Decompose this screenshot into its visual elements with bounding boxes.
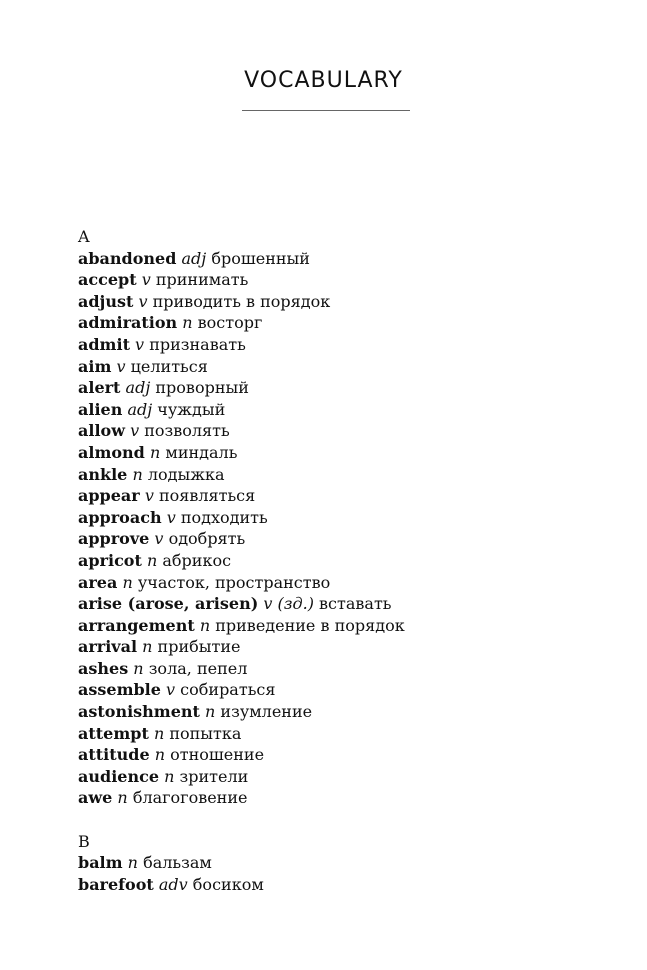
- entry-translation: зола, пепел: [148, 658, 248, 678]
- entry-part-of-speech: n: [122, 572, 133, 592]
- entry-translation: миндаль: [165, 442, 238, 462]
- entry-part-of-speech: n: [132, 464, 143, 484]
- vocab-entry: [78, 312, 618, 334]
- entry-headword: assemble: [78, 680, 161, 700]
- entry-headword: aim: [78, 356, 112, 376]
- vocab-entry: [78, 723, 618, 745]
- vocab-entry: [78, 636, 618, 658]
- entry-part-of-speech: n: [164, 766, 175, 786]
- entry-translation: брошенный: [211, 248, 310, 268]
- entry-part-of-speech: adj: [181, 248, 207, 268]
- entry-translation: восторг: [197, 313, 263, 333]
- entry-part-of-speech: n: [142, 637, 153, 657]
- entry-part-of-speech: v: [166, 680, 176, 700]
- entry-part-of-speech: v: [141, 270, 151, 290]
- entry-translation: благоговение: [132, 788, 248, 808]
- section-letter: A: [78, 227, 90, 246]
- entry-headword: adjust: [78, 291, 134, 311]
- vocab-entry: [78, 334, 618, 356]
- entry-headword: arise (arose, arisen): [78, 594, 259, 614]
- vocab-entry: [78, 572, 618, 594]
- page-title: VOCABULARY: [244, 68, 403, 93]
- entry-part-of-speech: n: [117, 788, 128, 808]
- entry-headword: ashes: [78, 658, 129, 678]
- entry-part-of-speech: n: [146, 550, 158, 570]
- entry-part-of-speech: v: [116, 356, 126, 376]
- entry-part-of-speech: v: [154, 529, 164, 549]
- entry-translation: приводить в порядок: [152, 291, 331, 311]
- entry-headword: approve: [78, 529, 150, 549]
- vocab-entry: [78, 593, 618, 615]
- entry-translation: признавать: [149, 334, 246, 354]
- entry-translation: собираться: [180, 680, 276, 700]
- entry-part-of-speech: n: [149, 442, 161, 462]
- vocab-entry: [78, 356, 618, 378]
- entry-part-of-speech: v: [138, 291, 148, 311]
- entry-headword: astonishment: [78, 702, 200, 722]
- vocab-entry: [78, 658, 618, 680]
- entry-translation: вставать: [319, 594, 392, 614]
- entry-headword: awe: [78, 788, 113, 808]
- entry-headword: allow: [78, 421, 125, 441]
- entry-part-of-speech: n: [153, 723, 165, 743]
- vocab-entry: [78, 550, 618, 572]
- entry-translation: отношение: [170, 745, 265, 765]
- entry-headword: accept: [78, 270, 137, 290]
- entry-part-of-speech: adv: [158, 874, 188, 894]
- entry-part-of-speech: adj: [127, 399, 153, 419]
- entry-part-of-speech: adj: [125, 378, 151, 398]
- vocab-entry: [78, 464, 618, 486]
- entry-part-of-speech: v: [166, 507, 176, 527]
- entry-headword: area: [78, 572, 118, 592]
- entry-headword: almond: [78, 442, 145, 462]
- entry-usage-note: (зд.): [277, 594, 314, 614]
- vocabulary-list: [78, 226, 618, 895]
- entry-translation: подходить: [180, 507, 268, 527]
- entry-translation: участок, пространство: [137, 572, 331, 592]
- entry-headword: barefoot: [78, 874, 154, 894]
- vocab-entry: [78, 701, 618, 723]
- vocab-entry: [78, 248, 618, 270]
- vocab-entry: [78, 679, 618, 701]
- entry-part-of-speech: n: [154, 745, 166, 765]
- vocab-entry: [78, 442, 618, 464]
- entry-headword: admit: [78, 334, 130, 354]
- title-underline: [242, 110, 410, 111]
- vocab-entry: [78, 485, 618, 507]
- entry-headword: admiration: [78, 313, 178, 333]
- entry-part-of-speech: v: [263, 594, 273, 614]
- entry-part-of-speech: n: [127, 853, 138, 873]
- vocab-entry: [78, 528, 618, 550]
- entry-headword: arrangement: [78, 615, 195, 635]
- entry-headword: alien: [78, 399, 123, 419]
- entry-translation: чуждый: [157, 399, 226, 419]
- vocab-entry: [78, 874, 618, 896]
- entry-translation: изумление: [220, 702, 313, 722]
- entry-translation: позволять: [144, 421, 230, 441]
- entry-translation: приведение в порядок: [215, 615, 405, 635]
- entry-headword: attempt: [78, 723, 149, 743]
- vocab-entry: [78, 744, 618, 766]
- entry-translation: проворный: [155, 378, 249, 398]
- entry-translation: прибытие: [157, 637, 241, 657]
- vocab-entry: [78, 766, 618, 788]
- entry-translation: принимать: [155, 270, 249, 290]
- entry-headword: attitude: [78, 745, 150, 765]
- entry-headword: appear: [78, 486, 140, 506]
- vocab-entry: [78, 615, 618, 637]
- entry-translation: целиться: [130, 356, 208, 376]
- entry-headword: approach: [78, 507, 162, 527]
- vocab-entry: [78, 269, 618, 291]
- entry-translation: одобрять: [168, 529, 246, 549]
- vocab-entry: [78, 787, 618, 809]
- entry-translation: лодыжка: [147, 464, 225, 484]
- section-letter: B: [78, 831, 90, 851]
- entry-part-of-speech: n: [205, 702, 216, 722]
- vocab-entry: [78, 420, 618, 442]
- section-spacer: [78, 809, 618, 831]
- entry-headword: alert: [78, 378, 121, 398]
- entry-part-of-speech: v: [144, 486, 154, 506]
- entry-translation: зрители: [179, 766, 249, 786]
- entry-part-of-speech: v: [135, 334, 145, 354]
- entry-headword: arrival: [78, 637, 138, 657]
- entry-translation: появляться: [158, 486, 256, 506]
- entry-part-of-speech: n: [182, 313, 193, 333]
- entry-part-of-speech: n: [199, 615, 211, 635]
- vocab-entry: [78, 377, 618, 399]
- entry-headword: ankle: [78, 464, 128, 484]
- entry-translation: абрикос: [162, 550, 232, 570]
- vocab-entry: [78, 507, 618, 529]
- vocab-entry: [78, 852, 618, 874]
- entry-translation: попытка: [169, 723, 242, 743]
- entry-translation: бальзам: [143, 853, 212, 873]
- entry-translation: босиком: [192, 874, 264, 894]
- vocab-entry: [78, 291, 618, 313]
- entry-headword: apricot: [78, 550, 142, 570]
- entry-headword: audience: [78, 766, 159, 786]
- entry-part-of-speech: n: [133, 658, 144, 678]
- entry-part-of-speech: v: [130, 421, 140, 441]
- entry-headword: abandoned: [78, 248, 177, 268]
- vocab-entry: [78, 399, 618, 421]
- entry-headword: balm: [78, 853, 123, 873]
